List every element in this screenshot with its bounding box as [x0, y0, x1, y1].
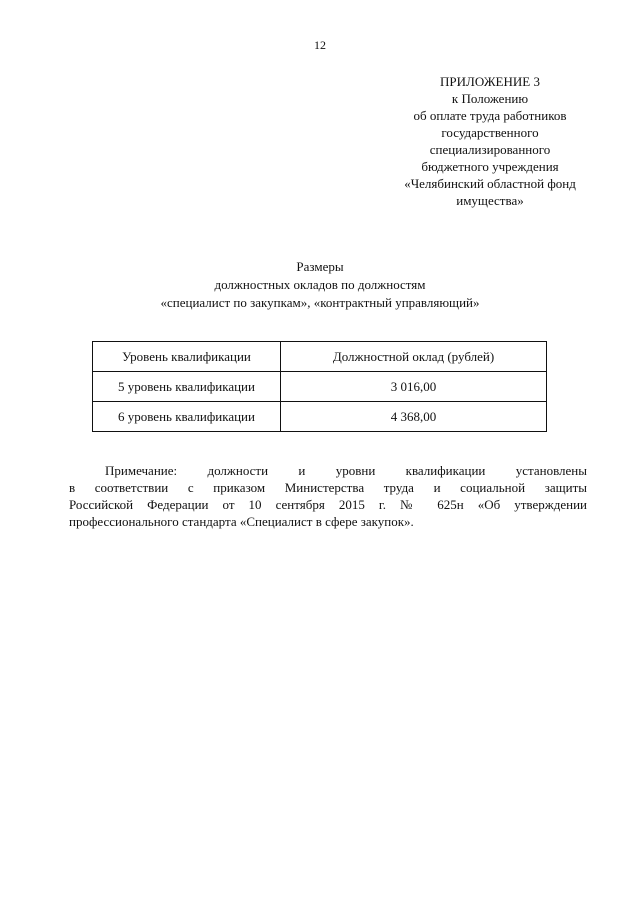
table-cell-qualification: 5 уровень квалификации	[93, 372, 281, 402]
title-line: должностных окладов по должностям	[214, 277, 426, 292]
salary-table	[92, 341, 547, 432]
title-line: «специалист по закупкам», «контрактный управляющий»	[160, 295, 480, 310]
appendix-line: к Положению	[451, 91, 529, 106]
note-line: профессионального стандарта «Специалист в сфере закупок».	[69, 514, 414, 529]
table-header-row	[93, 342, 547, 372]
note-paragraph	[69, 462, 587, 530]
note-line: Примечание: должности и уровни квалификации установлены	[105, 463, 587, 478]
appendix-header	[380, 73, 600, 209]
appendix-title: ПРИЛОЖЕНИЕ 3	[440, 74, 540, 89]
document-title	[0, 258, 640, 312]
column-header-qualification: Уровень квалификации	[93, 342, 281, 372]
page-number: 12	[314, 38, 326, 52]
note-line: Российской Федерации от 10 сентября 2015 г. № 625н «Об утверждении	[69, 497, 587, 512]
table-row	[93, 402, 547, 432]
appendix-line: об оплате труда работников	[413, 108, 567, 123]
appendix-line: специализированного	[429, 142, 551, 157]
column-header-salary: Должностной оклад (рублей)	[281, 342, 547, 372]
table-cell-salary: 4 368,00	[281, 402, 547, 432]
appendix-line: «Челябинский областной фонд	[404, 176, 576, 191]
table-cell-salary: 3 016,00	[281, 372, 547, 402]
appendix-line: имущества»	[456, 193, 524, 208]
title-line: Размеры	[296, 259, 344, 274]
note-line: в соответствии с приказом Министерства труда и социальной защиты	[69, 480, 587, 495]
appendix-line: государственного	[441, 125, 539, 140]
table-row	[93, 372, 547, 402]
table-cell-qualification: 6 уровень квалификации	[93, 402, 281, 432]
appendix-line: бюджетного учреждения	[421, 159, 559, 174]
